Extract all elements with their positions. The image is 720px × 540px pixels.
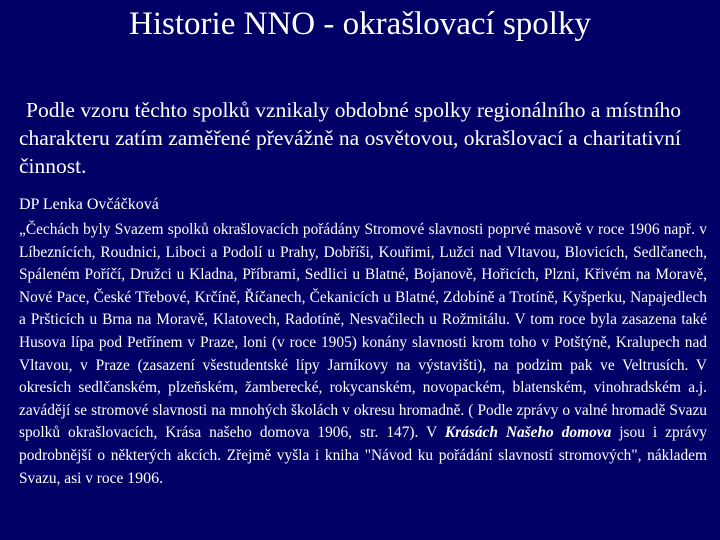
quote-text-part1: „Čechách byly Svazem spolků okrašlovacích pořádány Stromové slavnosti poprvé masově v roce 1906 např. v Líbeznících, Roudnici, Liboci a Podolí u Prahy, Dobříši, Kouřimi, Lužci nad Vltavou, Blovicích, Sedlčanech, Spáleném Poříčí, Družci u Kladna, Příbrami, Sedlici u Blatné, Bojanově, Hořicích, Plzni, Křivém na Moravě, Nové Pace, České Třebové, Krčíně, Říčanech, Čekanicích u Blatné, Zdobíně a Trotíně, Kyšperku, Napajedlech a Pršticích u Brna na Moravě, Klatovech, Radotíně, Nesvačilech u Rožmitálu. V tom roce byla zasazena také Husova lípa pod Petřínem v Praze, loni (v roce 1905) konány slavnosti krom toho v Potštýně, Kralupech nad Vltavou, v Praze (zasazení všestudentské lípy Jarníkovy na výstavišti), na podzim pak ve Veltrusích. V okresích sedlčanském, plzeňském, žamberecké, rokycanském, novopackém, blatenském, vinohradském a.j. zavádějí se stromové slavnosti na mnohých školách v okresu hromadně. ( Podle zprávy o valné hromadě Svazu spolků okrašlovacích, Krása našeho domova 1906, str. 147). V [19, 221, 707, 442]
quote-paragraph [19, 219, 707, 490]
quote-text-part2: jsou i zprávy podrobnější o některých akcích. Zřejmě vyšla i kniha "Návod ku pořádání slavností stromových", nákladem Svazu, asi v roce [19, 424, 707, 487]
author-name: DP Lenka Ovčáčková [19, 196, 159, 213]
slide-title: Historie NNO - okrašlovací spolky [129, 6, 591, 42]
intro-paragraph: Podle vzoru těchto spolků vznikaly obdobné spolky regionálního a místního charakteru zatím zaměřené převážně na osvětovou, okrašlovací a charitativní činnost. [19, 98, 682, 178]
quote-year: 1906. [127, 469, 164, 487]
quote-emphasis: Krásách Našeho domova [444, 424, 612, 442]
